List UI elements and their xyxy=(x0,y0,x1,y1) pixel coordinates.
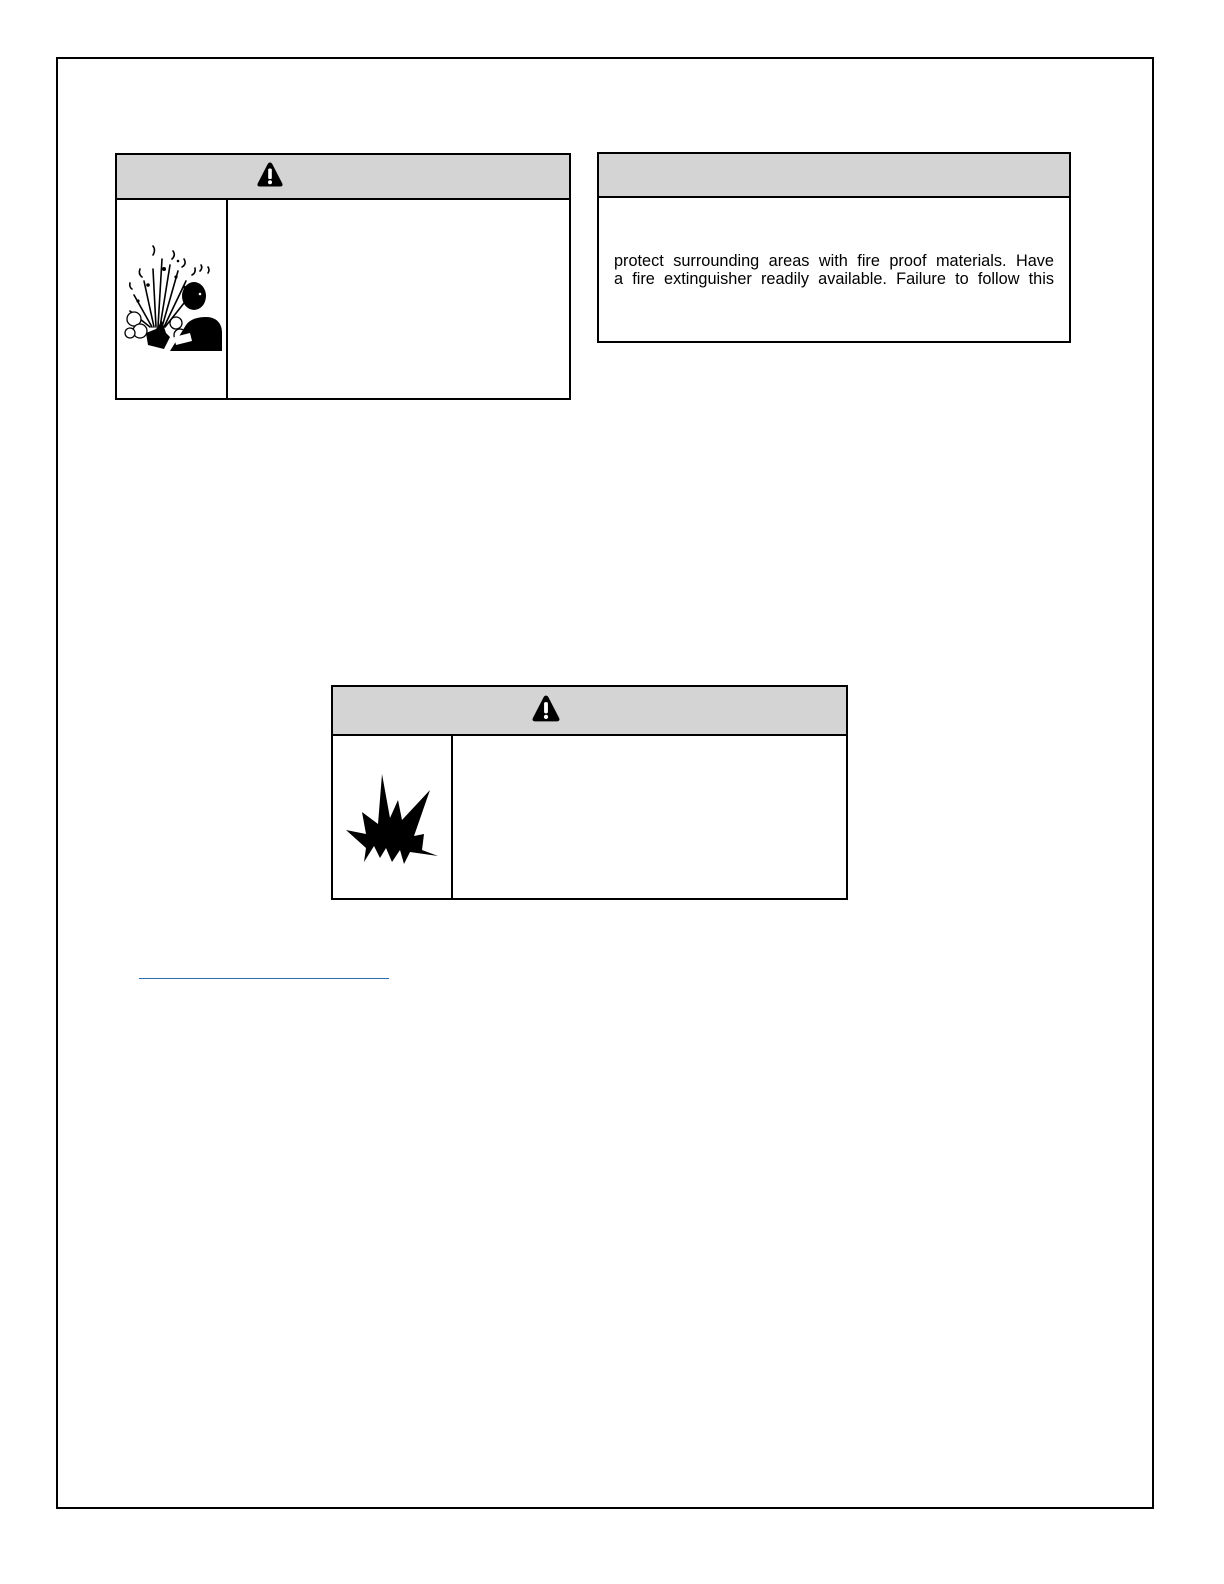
caution-line: protect surrounding areas with fire proof materials. Have xyxy=(614,252,1054,270)
explosion-picture xyxy=(333,734,453,898)
battery-explosion-icon xyxy=(120,241,224,356)
caution-line: a fire extinguisher readily available. Failure to follow this xyxy=(614,270,1054,288)
battery-explosion-picture xyxy=(117,198,228,398)
caution-text xyxy=(614,252,1054,288)
link-underline[interactable] xyxy=(139,978,389,979)
warning-triangle-icon xyxy=(531,694,561,728)
caution-header xyxy=(599,154,1069,198)
warning-box-battery xyxy=(115,153,571,400)
warning-box-explosion xyxy=(331,685,848,900)
caution-box xyxy=(597,152,1071,343)
warning-triangle-icon xyxy=(256,161,284,193)
warning-header xyxy=(333,687,846,736)
explosion-icon xyxy=(340,760,444,873)
warning-header xyxy=(117,155,569,200)
